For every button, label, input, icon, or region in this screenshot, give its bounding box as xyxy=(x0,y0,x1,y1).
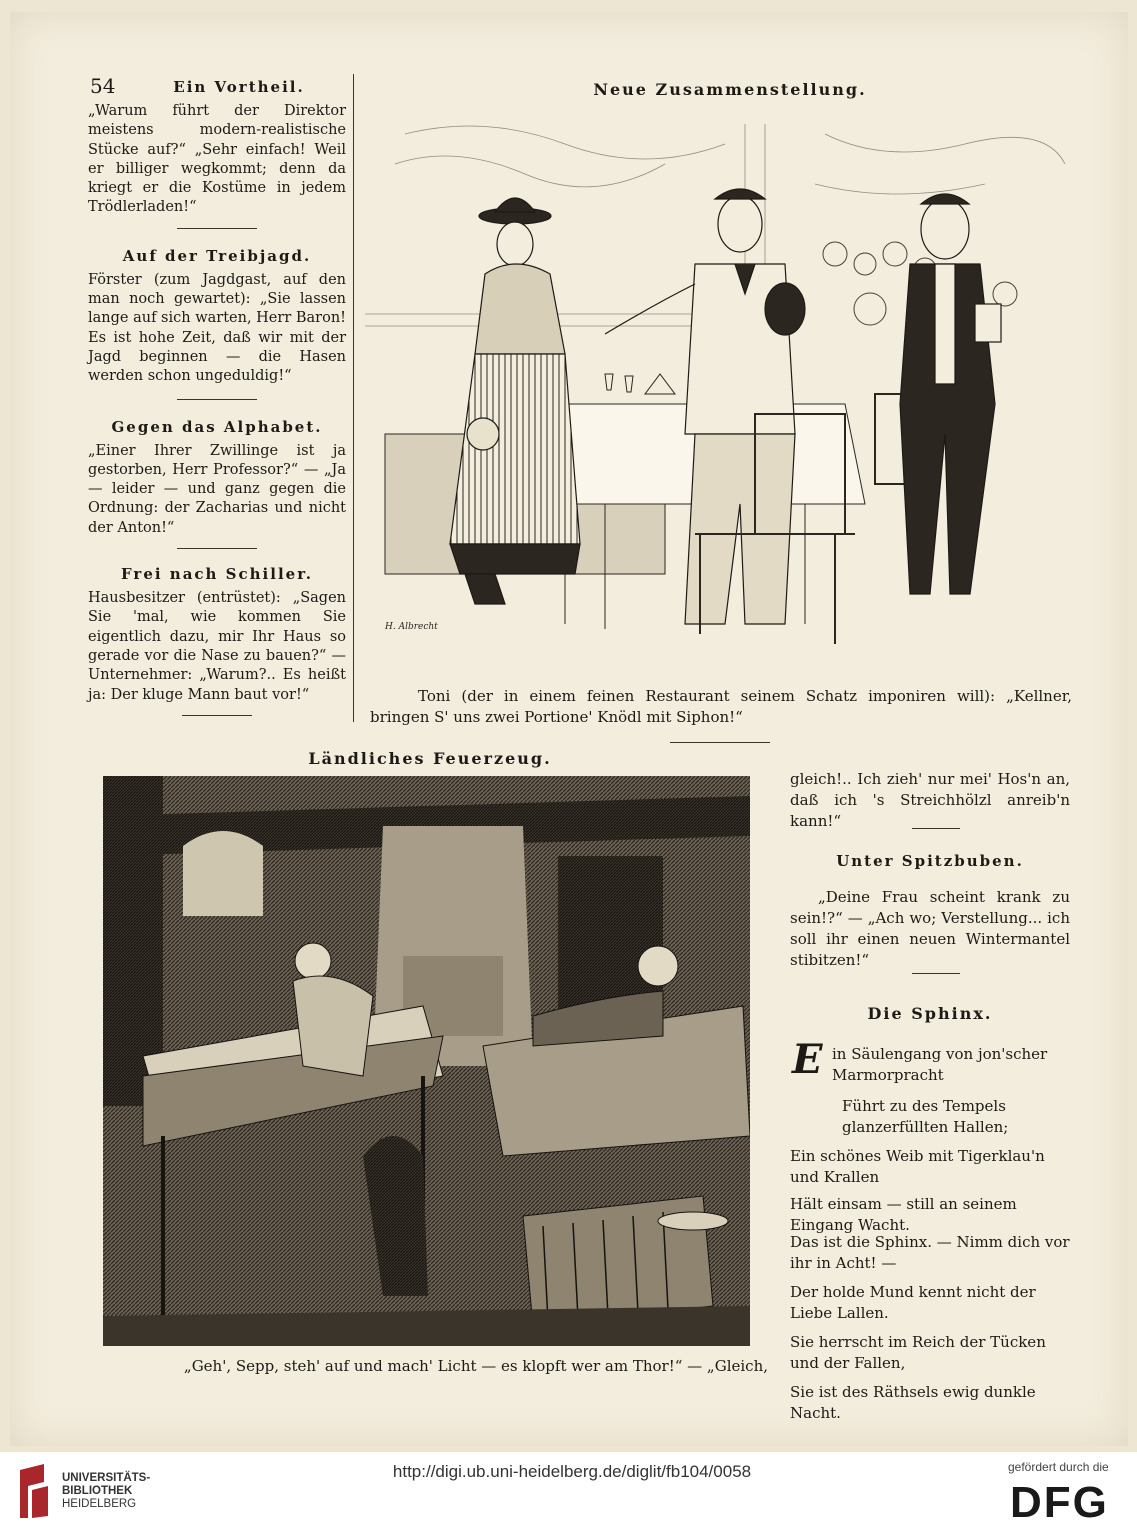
section-title: Unter Spitzbuben. xyxy=(836,852,1024,870)
poem-line: Führt zu des Tempels glanzerfüllten Hallen; xyxy=(842,1097,1009,1136)
poem-line: Sie herrscht im Reich der Tücken und der Fallen, xyxy=(790,1333,1046,1372)
poem-title: Die Sphinx. xyxy=(867,1004,993,1023)
restaurant-drawing xyxy=(365,104,1075,674)
cartoon-caption: Toni (der in einem feinen Restaurant seinem Schatz imponiren will): „Kellner, bringen S' uns zwei Portione' Knödl mit Siphon!“ xyxy=(370,687,1072,726)
farmhouse-engraving xyxy=(103,776,750,1346)
page-number: 54 xyxy=(90,74,116,98)
library-line: UNIVERSITÄTS- xyxy=(62,1472,151,1484)
divider xyxy=(177,228,257,229)
poem-line: Hält einsam — still an seinem Eingang Wacht. xyxy=(790,1195,1017,1234)
section-text: „Deine Frau scheint krank zu sein!?“ — „Ach wo; Verstellung... ich soll ihr einen neuen Wintermantel stibitzen!“ xyxy=(790,888,1070,969)
caption-continuation: gleich!.. Ich zieh' nur mei' Hos'n an, daß ich 's Streichhölzl anreib'n kann!“ xyxy=(790,770,1070,830)
cartoon-title: Neue Zusammenstellung. xyxy=(593,80,867,99)
divider xyxy=(912,828,960,829)
cartoon-caption: „Geh', Sepp, steh' auf und mach' Licht — es klopft wer am Thor!“ — „Gleich, xyxy=(183,1357,768,1375)
library-line: HEIDELBERG xyxy=(62,1498,137,1510)
poem-line: Der holde Mund kennt nicht der Liebe Lallen. xyxy=(790,1283,1036,1322)
cartoon-title: Ländliches Feuerzeug. xyxy=(308,749,552,768)
section-title: Auf der Treibjagd. xyxy=(122,246,312,265)
section-text: Hausbesitzer (entrüstet): „Sagen Sie 'mal, wie kommen Sie eigentlich dazu, mir Ihr Haus so gerade vor die Nase zu bauen?“ — Unternehmer: „Warum?.. Es heißt ja: Der kluge Mann baut vor!“ xyxy=(88,590,346,703)
left-column xyxy=(88,78,346,716)
funding-note: gefördert durch die xyxy=(1008,1460,1109,1474)
poem-stanza xyxy=(790,1232,1070,1424)
section-title: Frei nach Schiller. xyxy=(121,565,313,584)
library-name xyxy=(62,1472,150,1511)
artist-signature: H. Albrecht xyxy=(385,622,438,632)
section-text: Förster (zum Jagdgast, auf den man noch gewartet): „Sie lassen lange auf sich warten, Herr Baron! Es ist hohe Zeit, daß wir mit der Jagd beginnen — die Hasen werden schon ungeduldig!“ xyxy=(88,271,346,385)
poem-line: Ein schönes Weib mit Tigerklau'n und Krallen xyxy=(790,1147,1045,1186)
column-separator xyxy=(353,74,354,722)
farmhouse-illustration xyxy=(103,776,750,1346)
library-logo-icon xyxy=(14,1462,54,1520)
divider xyxy=(177,399,257,400)
section-text: „Warum führt der Direktor meistens modern-realistische Stücke auf?“ „Sehr einfach! Weil er billiger wegkommt; denn da kriegt er die Kostüme in jedem Trödlerladen!“ xyxy=(88,103,346,216)
library-line: BIBLIOTHEK xyxy=(62,1485,133,1497)
divider xyxy=(912,973,960,974)
poem-stanza xyxy=(790,1044,1070,1236)
section-title: Ein Vortheil. xyxy=(173,78,305,96)
drop-cap: E xyxy=(792,1036,823,1083)
permalink[interactable]: http://digi.ub.uni-heidelberg.de/diglit/fb104/0058 xyxy=(392,1462,752,1481)
divider xyxy=(177,548,257,549)
section-title: Gegen das Alphabet. xyxy=(111,417,323,436)
divider xyxy=(182,715,252,716)
divider xyxy=(670,742,770,743)
poem-line: in Säulengang von jon'scher Marmorpracht xyxy=(832,1045,1048,1084)
poem-line: Sie ist des Räthsels ewig dunkle Nacht. xyxy=(790,1383,1036,1422)
dfg-logo: DFG xyxy=(1010,1478,1109,1527)
restaurant-illustration xyxy=(365,104,1075,674)
poem-line: Das ist die Sphinx. — Nimm dich vor ihr in Acht! — xyxy=(790,1233,1070,1272)
section-text: „Einer Ihrer Zwillinge ist ja gestorben, Herr Professor?“ — „Ja — leider — und ganz gegen die Ordnung: der Zacharias und nicht der Anton!“ xyxy=(88,442,346,536)
